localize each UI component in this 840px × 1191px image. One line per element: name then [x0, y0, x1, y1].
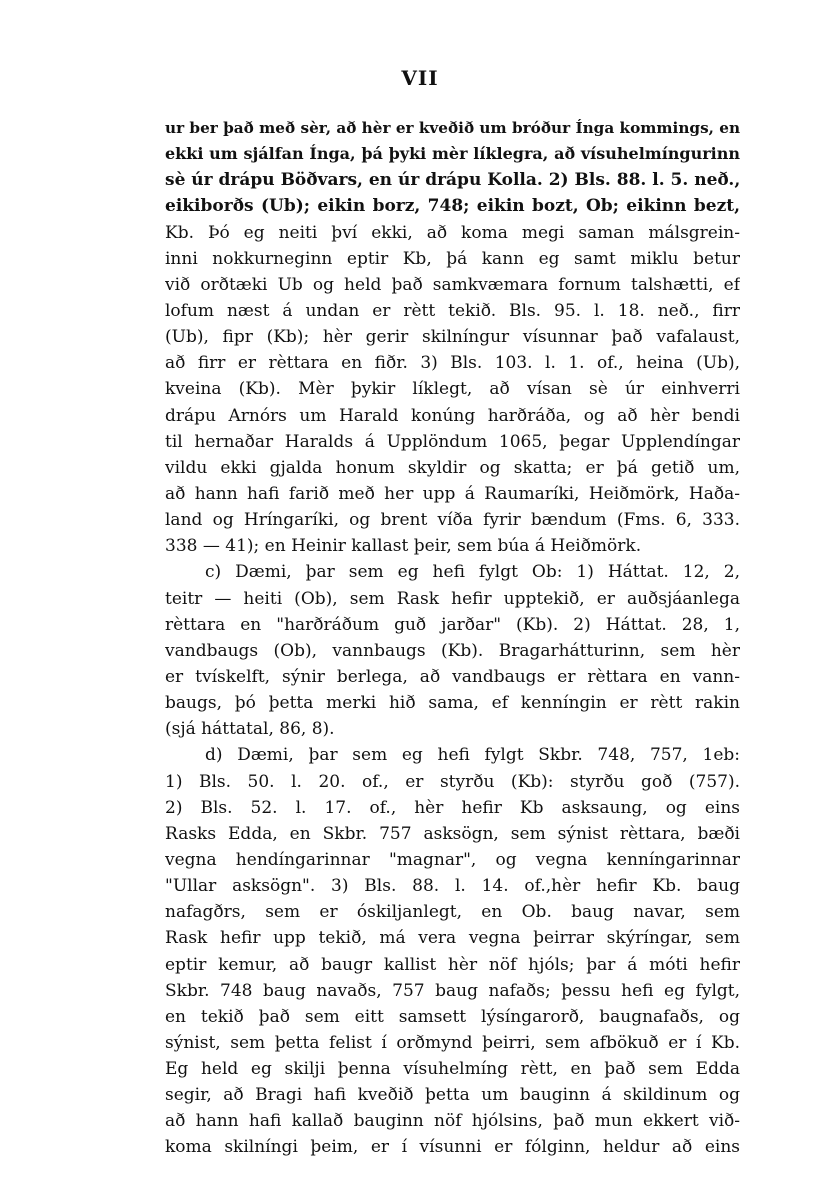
text-line-37: Eg held eg skilji þenna vísuhelmíng rètt, en það sem Edda — [165, 1059, 740, 1080]
text-line-31: nafagðrs, sem er óskiljanlegt, en Ob. baug navar, sem — [165, 902, 740, 923]
page-number: VII — [401, 66, 439, 90]
text-line-32: Rask hefir upp tekið, má vera vegna þeirrar skýríngar, sem — [165, 928, 740, 949]
text-line-1: ur ber það með sèr, að hèr er kveðið um bróður Ínga kommings, en — [165, 119, 740, 137]
text-line-34: Skbr. 748 baug navaðs, 757 baug nafaðs; þessu hefi eg fylgt, — [165, 980, 740, 1001]
text-line-27: 2) Bls. 52. l. 17. of., hèr hefir Kb asksaung, og eins — [165, 797, 740, 818]
text-line-35: en tekið það sem eitt samsett lýsíngarorð, baugnafaðs, og — [165, 1006, 740, 1027]
text-line-12: drápu Arnórs um Harald konúng harðráða, og að hèr bendi — [165, 405, 740, 426]
text-line-21: vandbaugs (Ob), vannbaugs (Kb). Bragarhátturinn, sem hèr — [165, 640, 740, 661]
text-line-39: að hann hafi kallað bauginn nöf hjólsins, það mun ekkert við- — [165, 1111, 740, 1132]
text-line-33: eptir kemur, að baugr kallist hèr nöf hjóls; þar á móti hefir — [165, 954, 740, 975]
text-line-10: að firr er rèttara en fiðr. 3) Bls. 103. l. 1. of., heina (Ub), — [165, 353, 740, 374]
text-line-30: "Ullar asksögn". 3) Bls. 88. l. 14. of.,hèr hefir Kb. baug — [165, 876, 740, 897]
text-line-15: að hann hafi farið með her upp á Raumaríki, Heiðmörk, Haða- — [165, 483, 740, 504]
body-text — [165, 115, 740, 1161]
text-line-14: vildu ekki gjalda honum skyldir og skatta; er þá getið um, — [165, 457, 740, 478]
text-line-7: við orðtæki Ub og held það samkvæmara fornum talshætti, ef — [165, 274, 740, 295]
text-line-20: rèttara en "harðráðum guð jarðar" (Kb). 2) Háttat. 28, 1, — [165, 614, 740, 635]
text-line-6: inni nokkurneginn eptir Kb, þá kann eg samt miklu betur — [165, 248, 740, 269]
text-line-38: segir, að Bragi hafi kveðið þetta um bauginn á skildinum og — [165, 1085, 740, 1106]
text-line-5: Kb. Þó eg neiti því ekki, að koma megi saman málsgrein- — [165, 222, 740, 243]
text-line-25: d) Dæmi, þar sem eg hefi fylgt Skbr. 748, 757, 1eb: — [205, 745, 740, 766]
text-line-36: sýnist, sem þetta felist í orðmynd þeirri, sem afbökuð er í Kb. — [165, 1032, 740, 1053]
text-line-28: Rasks Edda, en Skbr. 757 asksögn, sem sýnist rèttara, bæði — [165, 823, 740, 844]
text-line-40: koma skilníngi þeim, er í vísunni er fólginn, heldur að eins — [165, 1137, 740, 1158]
text-line-3: sè úr drápu Böðvars, en úr drápu Kolla. 2) Bls. 88. l. 5. neð., — [165, 170, 740, 191]
text-line-19: teitr — heiti (Ob), sem Rask hefir upptekið, er auðsjáanlega — [165, 588, 740, 609]
text-line-29: vegna hendíngarinnar "magnar", og vegna kenníngarinnar — [165, 849, 740, 870]
text-line-11: kveina (Kb). Mèr þykir líklegt, að vísan sè úr einhverri — [165, 379, 740, 400]
text-line-16: land og Hríngaríki, og brent víða fyrir bændum (Fms. 6, 333. — [165, 510, 740, 531]
text-line-8: lofum næst á undan er rètt tekið. Bls. 95. l. 18. neð., firr — [165, 300, 740, 321]
text-line-17: 338 — 41); en Heinir kallast þeir, sem búa á Heiðmörk. — [165, 536, 642, 557]
text-line-13: til hernaðar Haralds á Upplöndum 1065, þegar Upplendíngar — [165, 431, 740, 452]
text-line-2: ekki um sjálfan Ínga, þá þyki mèr líklegra, að vísuhelmíngurinn — [165, 144, 740, 164]
text-line-26: 1) Bls. 50. l. 20. of., er styrðu (Kb): styrðu goð (757). — [165, 771, 740, 792]
text-line-23: baugs, þó þetta merki hið sama, ef kenníngin er rètt rakin — [165, 693, 740, 714]
text-line-24: (sjá háttatal, 86, 8). — [165, 719, 335, 740]
text-line-18: c) Dæmi, þar sem eg hefi fylgt Ob: 1) Háttat. 12, 2, — [205, 562, 740, 583]
text-line-22: er tvískelft, sýnir berlega, að vandbaugs er rèttara en vann- — [165, 666, 740, 687]
text-line-4: eikiborðs (Ub); eikin borz, 748; eikin bozt, Ob; eikinn bezt, — [165, 196, 740, 217]
text-line-9: (Ub), fipr (Kb); hèr gerir skilníngur vísunnar það vafalaust, — [165, 327, 740, 348]
